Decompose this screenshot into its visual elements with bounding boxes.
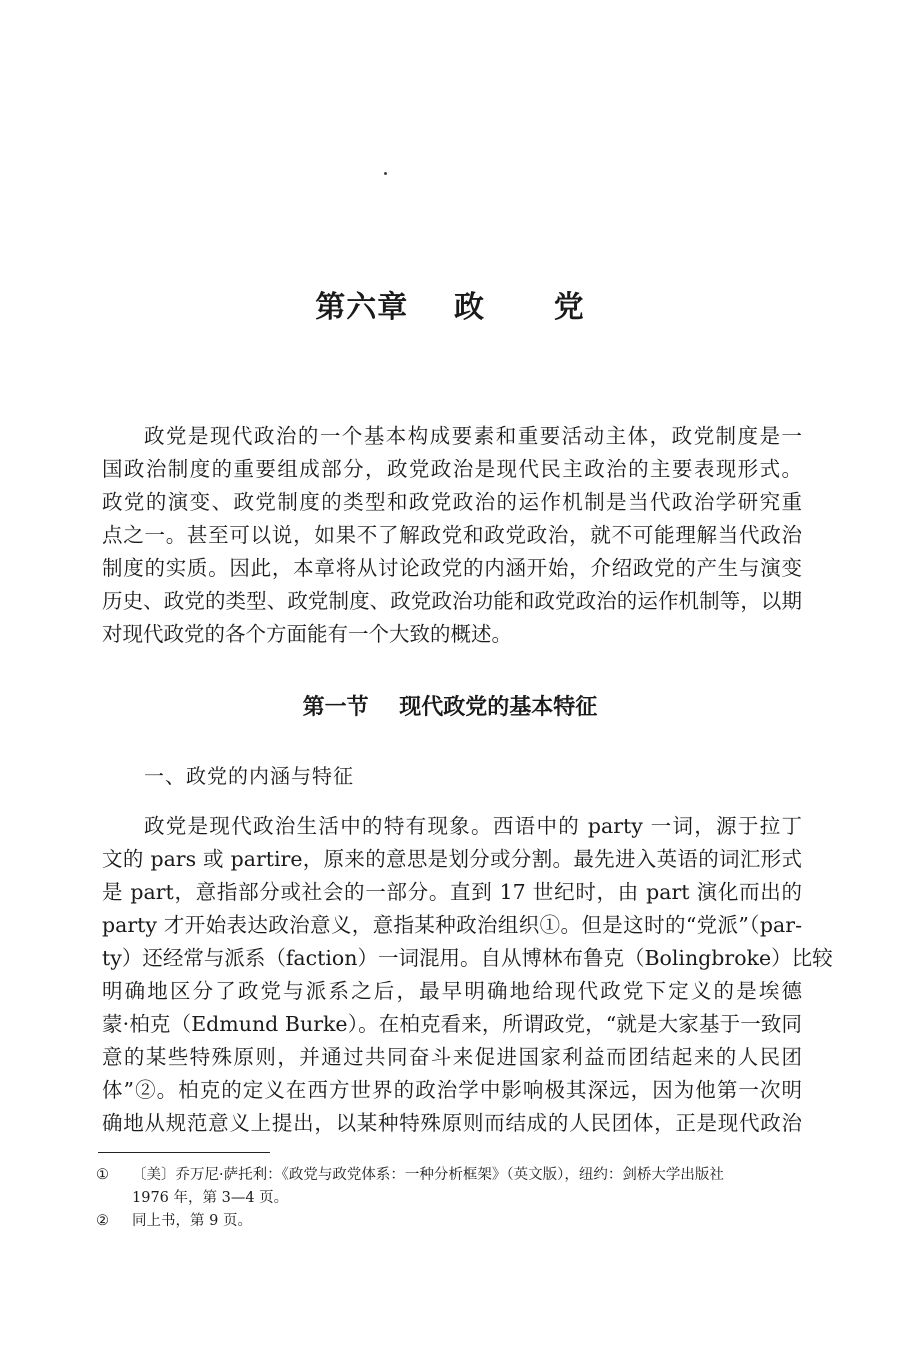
intro-line: 历史、政党的类型、政党制度、政党政治功能和政党政治的运作机制等，以期	[102, 589, 802, 613]
footnote-2	[96, 1210, 808, 1233]
body-line: 体”②。柏克的定义在西方世界的政治学中影响极其深远，因为他第一次明	[102, 1078, 802, 1102]
footnote-text	[132, 1210, 808, 1233]
footnote-line: 同上书，第 9 页。	[132, 1213, 252, 1229]
section-title: 第一节 现代政党的基本特征	[302, 695, 598, 720]
chapter-title: 第六章 政 党	[315, 290, 585, 325]
body-line: 文的 pars 或 partire，原来的意思是划分或分割。最先进入英语的词汇形式	[102, 847, 802, 871]
intro-line: 对现代政党的各个方面能有一个大致的概述。	[102, 622, 512, 646]
body-paragraph	[102, 810, 833, 1140]
intro-line: 制度的实质。因此，本章将从讨论政党的内涵开始，介绍政党的产生与演变	[102, 556, 802, 580]
print-speck	[384, 172, 387, 175]
body-line: 政党是现代政治生活中的特有现象。西语中的 party 一词，源于拉丁	[144, 814, 802, 838]
footnote-line: 1976 年，第 3—4 页。	[132, 1190, 289, 1206]
body-line: 确地从规范意义上提出，以某种特殊原则而结成的人民团体，正是现代政治	[102, 1111, 802, 1135]
intro-paragraph	[102, 420, 802, 651]
footnote-text	[132, 1164, 808, 1210]
body-line: 明确地区分了政党与派系之后，最早明确地给现代政党下定义的是埃德	[102, 979, 802, 1003]
subsection-title: 一、政党的内涵与特征	[144, 764, 354, 788]
intro-line: 国政治制度的重要组成部分，政党政治是现代民主政治的主要表现形式。	[102, 457, 802, 481]
intro-line: 政党是现代政治的一个基本构成要素和重要活动主体，政党制度是一	[144, 424, 802, 448]
footnote-line: 〔美〕乔万尼·萨托利：《政党与政党体系：一种分析框架》（英文版），纽约：剑桥大学出版社	[132, 1167, 724, 1183]
footnote-divider	[98, 1152, 270, 1153]
intro-line: 政党的演变、政党制度的类型和政党政治的运作机制是当代政治学研究重	[102, 490, 802, 514]
body-line: 意的某些特殊原则，并通过共同奋斗来促进国家利益而团结起来的人民团	[102, 1045, 802, 1069]
body-line: 是 part，意指部分或社会的一部分。直到 17 世纪时，由 part 演化而出的	[102, 880, 802, 904]
body-line: ty）还经常与派系（faction）一词混用。自从博林布鲁克（Bolingbroke）比较	[102, 946, 833, 970]
body-line: party 才开始表达政治意义，意指某种政治组织①。但是这时的“党派”（par-	[102, 913, 802, 937]
intro-line: 点之一。甚至可以说，如果不了解政党和政党政治，就不可能理解当代政治	[102, 523, 802, 547]
footnote-mark: ①	[96, 1167, 109, 1183]
body-line: 蒙·柏克（Edmund Burke）。在柏克看来，所谓政党，“就是大家基于一致同	[102, 1012, 802, 1036]
footnotes	[96, 1164, 808, 1233]
footnote-1	[96, 1164, 808, 1210]
footnote-mark: ②	[96, 1213, 109, 1229]
